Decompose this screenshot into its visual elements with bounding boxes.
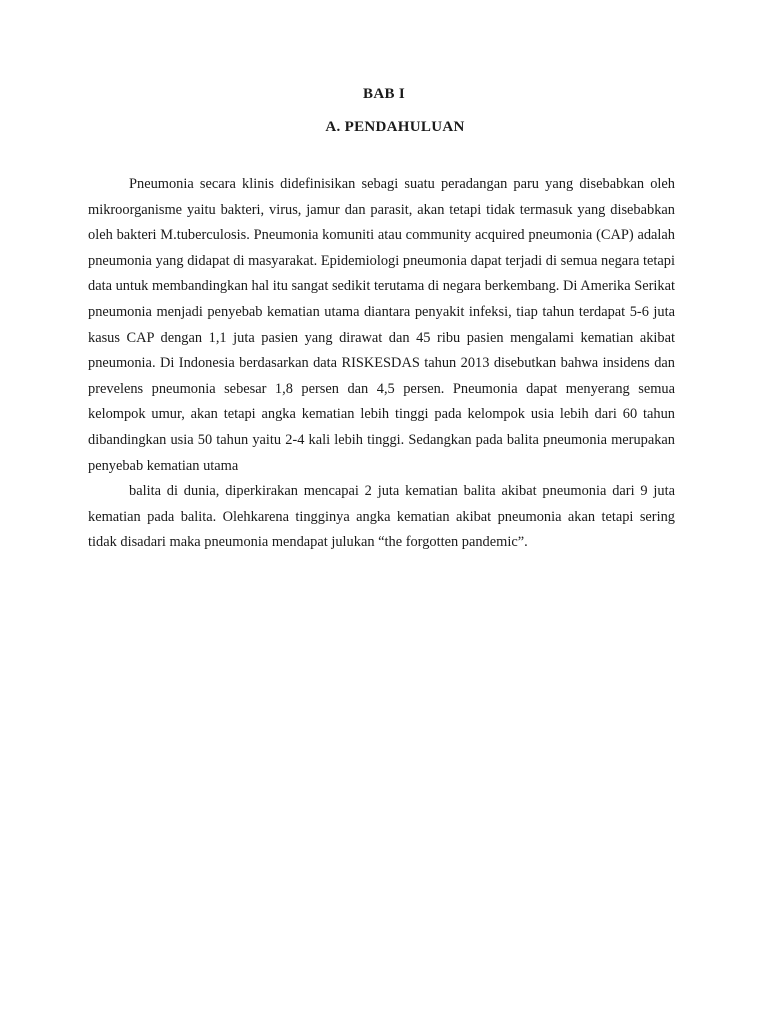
- section-heading: A. PENDAHULUAN: [325, 119, 465, 135]
- paragraph-1: Pneumonia secara klinis didefinisikan sebagi suatu peradangan paru yang disebabkan oleh mikroorganisme yaitu bakteri, virus, jamur dan parasit, akan tetapi tidak termasuk yang disebabkan oleh bakteri M.tuberculosis. Pneumonia komuniti atau community acquired pneumonia (CAP) adalah pneumonia yang didapat di masyarakat. Epidemiologi pneumonia dapat terjadi di semua negara tetapi data untuk membandingkan hal itu sangat sedikit terutama di negara berkembang. Di Amerika Serikat pneumonia menjadi penyebab kematian utama diantara penyakit infeksi, tiap tahun terdapat 5-6 juta kasus CAP dengan 1,1 juta pasien yang dirawat dan 45 ribu pasien mengalami kematian akibat pneumonia. Di Indonesia berdasarkan data RISKESDAS tahun 2013 disebutkan bahwa insidens dan prevelens pneumonia sebesar 1,8 persen dan 4,5 persen. Pneumonia dapat menyerang semua kelompok umur, akan tetapi angka kematian lebih tinggi pada kelompok usia lebih dari 60 tahun dibandingkan usia 50 tahun yaitu 2-4 kali lebih tinggi. Sedangkan pada balita pneumonia merupakan penyebab kematian utama: [88, 176, 675, 474]
- body-text: [88, 172, 675, 556]
- paragraph-2: balita di dunia, diperkirakan mencapai 2 juta kematian balita akibat pneumonia dari 9 juta kematian pada balita. Olehkarena tingginya angka kematian akibat pneumonia akan tetapi sering tidak disadari maka pneumonia mendapat julukan “the forgotten pandemic”.: [88, 483, 675, 551]
- chapter-heading: BAB I: [363, 86, 405, 102]
